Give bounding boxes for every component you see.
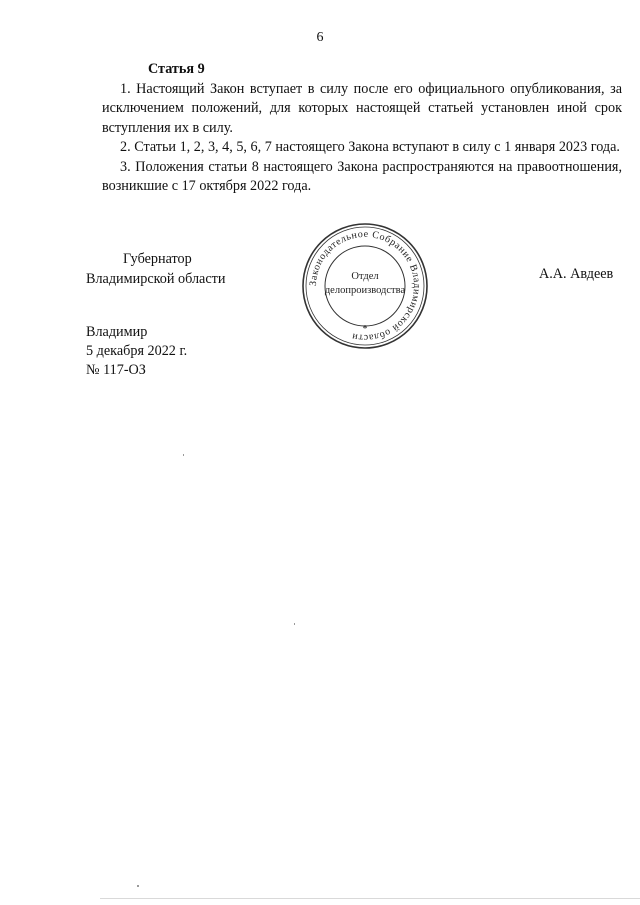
- scan-speck: [183, 454, 184, 456]
- article-paragraph-2: 2. Статьи 1, 2, 3, 4, 5, 6, 7 настоящего Закона вступают в силу с 1 января 2023 года.: [120, 139, 620, 155]
- stamp-center-line-1: Отдел: [351, 271, 379, 282]
- stamp-center-line-2: делопроизводства: [324, 285, 406, 296]
- signature-region: Владимирской области: [86, 271, 226, 287]
- stamp-star-icon: *: [362, 324, 368, 335]
- document-place-date: [86, 323, 187, 380]
- article-paragraph-1: 1. Настоящий Закон вступает в силу после его официального опубликования, за исключением положений, для которых настоящей статьей установлен иной срок вступления их в силу.: [102, 80, 622, 136]
- stamp-ring-text: Законодательное Собрание Владимирской области: [307, 228, 423, 344]
- signature-role: Губернатор: [123, 251, 192, 267]
- signature-block: [86, 249, 225, 289]
- scan-speck: [294, 623, 295, 625]
- article-paragraph-3: 3. Положения статьи 8 настоящего Закона распространяются на правоотношения, возникшие с 17 октября 2022 года.: [102, 158, 622, 194]
- official-stamp: [300, 221, 430, 351]
- article-title: Статья 9: [148, 61, 205, 77]
- article-9: [102, 60, 622, 197]
- law-number: № 117-ОЗ: [86, 362, 146, 378]
- page-number: 6: [316, 30, 324, 45]
- place-city: Владимир: [86, 324, 148, 340]
- stamp-seal-graphic: [300, 221, 430, 351]
- place-date: 5 декабря 2022 г.: [86, 343, 188, 359]
- signature-name: А.А. Авдеев: [539, 266, 614, 282]
- scan-speck: [137, 885, 139, 887]
- scan-bottom-edge: [100, 898, 640, 899]
